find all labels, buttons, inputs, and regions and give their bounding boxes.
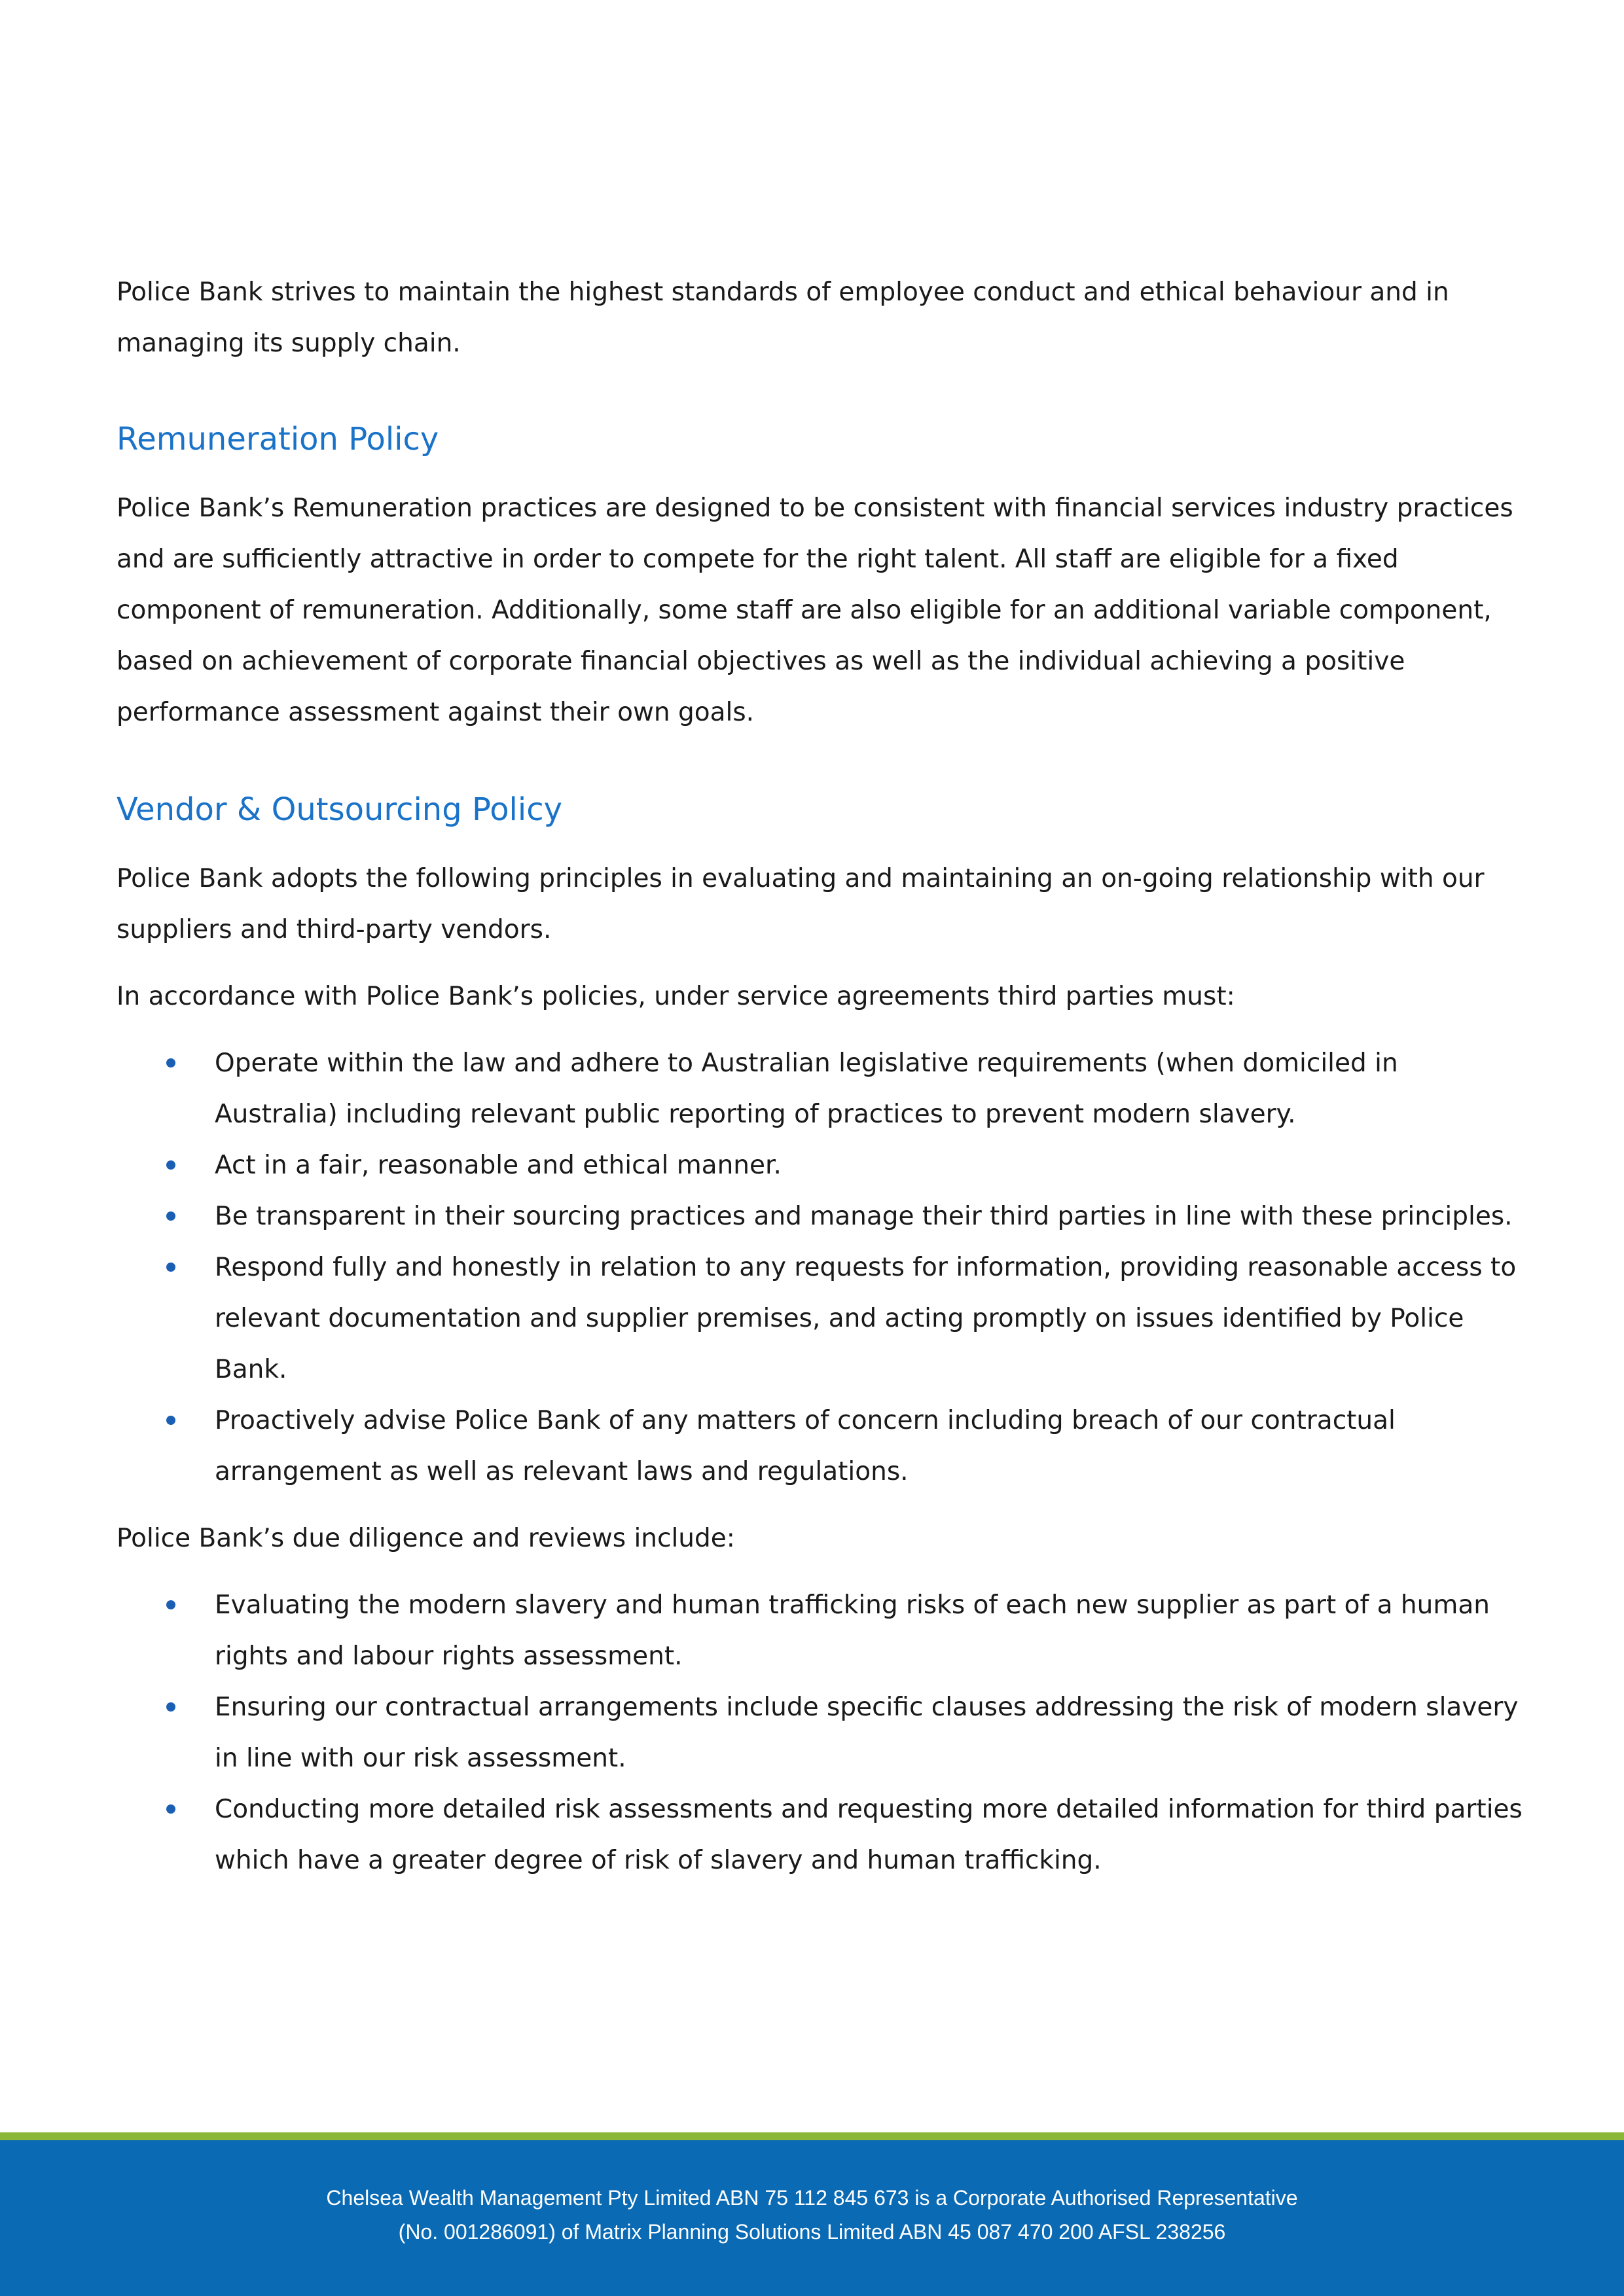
remuneration-paragraph: Police Bank’s Remuneration practices are designed to be consistent with financial services industry practices and are sufficiently attractive in order to compete for the right talent. All staff are eligible for a fixed component of remuneration. Additionally, some staff are also eligible for an additional variable component, based on achievement of corporate financial objectives as well as the individual achieving a positive performance assessment against their own goals. (117, 493, 1513, 727)
vendor-heading: Vendor & Outsourcing Policy (117, 791, 563, 828)
list-item (117, 1191, 1524, 1242)
list-item (117, 1242, 1524, 1395)
vendor-paragraph: Police Bank adopts the following principles in evaluating and maintaining an on-going relationship with our suppliers and third-party vendors. (117, 864, 1485, 944)
principles-intro: In accordance with Police Bank’s policies, under service agreements third parties must: (117, 982, 1235, 1011)
bullet-icon (166, 1263, 175, 1272)
list-item (117, 1784, 1524, 1886)
diligence-intro: Police Bank’s due diligence and reviews include: (117, 1524, 735, 1553)
list-item-text: Conducting more detailed risk assessments and requesting more detailed information for third parties which have a greater degree of risk of slavery and human trafficking. (215, 1795, 1523, 1875)
page-footer (0, 2140, 1624, 2296)
principles-list (117, 1038, 1524, 1498)
bullet-icon (166, 1600, 175, 1609)
bullet-icon (166, 1804, 175, 1814)
footer-disclaimer (0, 2181, 1624, 2249)
footer-line-2: (No. 001286091) of Matrix Planning Solutions Limited ABN 45 087 470 200 AFSL 238256 (398, 2220, 1226, 2244)
list-item (117, 1682, 1524, 1784)
intro-paragraph: Police Bank strives to maintain the highest standards of employee conduct and ethical behaviour and in managing its supply chain. (117, 278, 1449, 358)
bullet-icon (166, 1416, 175, 1425)
diligence-list (117, 1580, 1524, 1886)
footer-accent-stripe (0, 2132, 1624, 2140)
list-item-text: Proactively advise Police Bank of any matters of concern including breach of our contractual arrangement as well as relevant laws and regulations. (215, 1406, 1396, 1486)
list-item-text: Act in a fair, reasonable and ethical manner. (215, 1151, 782, 1180)
list-item (117, 1580, 1524, 1682)
bullet-icon (166, 1211, 175, 1221)
list-item (117, 1395, 1524, 1498)
list-item (117, 1038, 1524, 1140)
list-item-text: Respond fully and honestly in relation to any requests for information, providing reasonable access to relevant documentation and supplier premises, and acting promptly on issues identified by Police Bank. (215, 1253, 1517, 1384)
list-item-text: Be transparent in their sourcing practices and manage their third parties in line with these principles. (215, 1202, 1513, 1231)
bullet-icon (166, 1058, 175, 1067)
document-body (117, 267, 1524, 1902)
list-item-text: Ensuring our contractual arrangements include specific clauses addressing the risk of modern slavery in line with our risk assessment. (215, 1693, 1519, 1773)
list-item (117, 1140, 1524, 1191)
list-item-text: Evaluating the modern slavery and human trafficking risks of each new supplier as part of a human rights and labour rights assessment. (215, 1590, 1490, 1671)
bullet-icon (166, 1702, 175, 1712)
footer-line-1: Chelsea Wealth Management Pty Limited ABN 75 112 845 673 is a Corporate Authorised Representative (326, 2186, 1298, 2210)
remuneration-heading: Remuneration Policy (117, 421, 439, 457)
list-item-text: Operate within the law and adhere to Australian legislative requirements (when domiciled in Australia) including relevant public reporting of practices to prevent modern slavery. (215, 1049, 1398, 1129)
bullet-icon (166, 1160, 175, 1170)
